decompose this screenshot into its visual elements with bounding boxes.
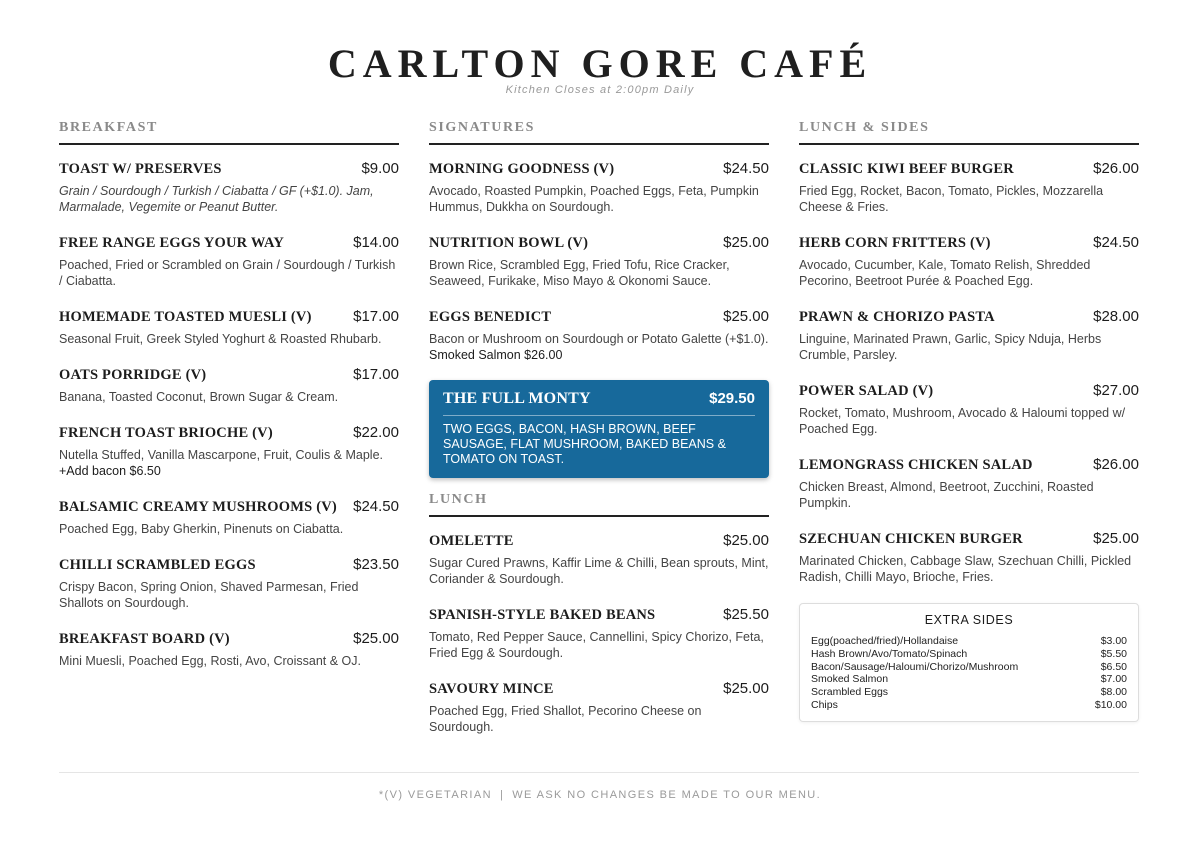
menu-item <box>799 308 1139 363</box>
item-name: SPANISH-STYLE BAKED BEANS <box>429 607 656 623</box>
side-price: $3.00 <box>1100 635 1127 647</box>
item-price: $25.00 <box>1093 530 1139 547</box>
menu-item <box>429 532 769 587</box>
item-description: Poached Egg, Baby Gherkin, Pinenuts on Ciabatta. <box>59 522 344 536</box>
item-name: BALSAMIC CREAMY MUSHROOMS (V) <box>59 499 337 515</box>
menu-item <box>59 424 399 479</box>
item-price: $25.00 <box>723 234 769 251</box>
menu-item <box>59 160 399 215</box>
extra-sides-title: EXTRA SIDES <box>924 613 1014 627</box>
side-price: $7.00 <box>1100 673 1127 686</box>
item-name: NUTRITION BOWL (V) <box>429 235 589 251</box>
menu-item <box>429 680 769 735</box>
item-price: $25.50 <box>723 606 769 623</box>
item-description: Marinated Chicken, Cabbage Slaw, Szechuan Chilli, Pickled Radish, Chilli Mayo, Brioche, Fries. <box>799 554 1132 584</box>
item-price: $25.00 <box>723 532 769 549</box>
cafe-title: CARLTON GORE CAFÉ <box>327 41 873 86</box>
item-description: Crispy Bacon, Spring Onion, Shaved Parmesan, Fried Shallots on Sourdough. <box>59 580 359 610</box>
item-description: Fried Egg, Rocket, Bacon, Tomato, Pickles, Mozzarella Cheese & Fries. <box>799 184 1104 214</box>
item-description: Poached, Fried or Scrambled on Grain / Sourdough / Turkish / Ciabatta. <box>59 258 396 288</box>
item-name: CLASSIC KIWI BEEF BURGER <box>799 161 1014 177</box>
no-changes-note: WE ASK NO CHANGES BE MADE TO OUR MENU. <box>512 789 822 801</box>
item-name: MORNING GOODNESS (V) <box>429 161 615 177</box>
side-price: $8.00 <box>1100 686 1127 699</box>
item-name: EGGS BENEDICT <box>429 309 552 325</box>
menu-item <box>799 382 1139 437</box>
item-name: OMELETTE <box>429 533 514 549</box>
side-name: Smoked Salmon <box>811 673 889 686</box>
item-name: SAVOURY MINCE <box>429 681 554 697</box>
item-description <box>59 447 399 479</box>
signatures-heading: SIGNATURES <box>429 120 769 145</box>
item-description: Avocado, Roasted Pumpkin, Poached Eggs, Feta, Pumpkin Hummus, Dukkha on Sourdough. <box>429 184 759 214</box>
item-description: Grain / Sourdough / Turkish / Ciabatta / GF (+$1.0). Jam, Marmalade, Vegemite or Peanut Butter. <box>59 184 374 214</box>
menu-item <box>429 160 769 215</box>
item-price: $17.00 <box>353 366 399 383</box>
menu-item <box>429 308 769 363</box>
side-row <box>811 648 1127 661</box>
item-description: Tomato, Red Pepper Sauce, Cannellini, Spicy Chorizo, Feta, Fried Egg & Sourdough. <box>429 630 764 660</box>
featured-item-description: TWO EGGS, BACON, HASH BROWN, BEEF SAUSAGE, FLAT MUSHROOM, BAKED BEANS & TOMATO ON TOAST. <box>443 422 726 466</box>
item-price: $25.00 <box>353 630 399 647</box>
side-row <box>811 673 1127 686</box>
item-price: $28.00 <box>1093 308 1139 325</box>
item-price: $17.00 <box>353 308 399 325</box>
side-row <box>811 686 1127 699</box>
item-description <box>429 331 769 363</box>
menu-item <box>59 234 399 289</box>
item-name: PRAWN & CHORIZO PASTA <box>799 309 995 325</box>
item-price: $23.50 <box>353 556 399 573</box>
add-on-note: +Add bacon $6.50 <box>59 464 161 478</box>
item-price: $26.00 <box>1093 160 1139 177</box>
side-row <box>811 661 1127 674</box>
side-name: Scrambled Eggs <box>811 686 889 699</box>
item-description: Banana, Toasted Coconut, Brown Sugar & Cream. <box>59 390 339 404</box>
vegetarian-note: *(V) VEGETARIAN <box>378 789 492 801</box>
item-name: FRENCH TOAST BRIOCHE (V) <box>59 425 273 441</box>
menu-item <box>59 308 399 347</box>
item-description: Poached Egg, Fried Shallot, Pecorino Cheese on Sourdough. <box>429 704 702 734</box>
item-description: Brown Rice, Scrambled Egg, Fried Tofu, Rice Cracker, Seaweed, Furikake, Miso Mayo & Okonomi Sauce. <box>429 258 730 288</box>
side-row <box>811 635 1127 648</box>
item-price: $24.50 <box>723 160 769 177</box>
menu-item <box>59 630 399 669</box>
footer-divider <box>59 772 1139 773</box>
item-name: HOMEMADE TOASTED MUESLI (V) <box>59 309 312 325</box>
item-description: Chicken Breast, Almond, Beetroot, Zucchini, Roasted Pumpkin. <box>799 480 1094 510</box>
item-description: Linguine, Marinated Prawn, Garlic, Spicy Nduja, Herbs Crumble, Parsley. <box>799 332 1102 362</box>
item-price: $25.00 <box>723 308 769 325</box>
footer-separator: | <box>499 789 505 801</box>
item-price: $25.00 <box>723 680 769 697</box>
featured-item-price: $29.50 <box>709 390 755 407</box>
item-description-text: Bacon or Mushroom on Sourdough or Potato Galette (+$1.0). <box>429 332 769 346</box>
item-name: BREAKFAST BOARD (V) <box>59 631 230 647</box>
item-description: Mini Muesli, Poached Egg, Rosti, Avo, Croissant & OJ. <box>59 654 361 668</box>
footer-note <box>0 789 1200 801</box>
item-description: Rocket, Tomato, Mushroom, Avocado & Haloumi topped w/ Poached Egg. <box>799 406 1126 436</box>
side-name: Chips <box>811 698 838 711</box>
side-price: $5.50 <box>1100 647 1127 660</box>
kitchen-hours: Kitchen Closes at 2:00pm Daily <box>505 84 695 96</box>
add-on-note: Smoked Salmon $26.00 <box>429 348 563 362</box>
menu-item <box>799 234 1139 289</box>
item-name: TOAST W/ PRESERVES <box>59 161 222 177</box>
item-name: CHILLI SCRAMBLED EGGS <box>59 557 256 573</box>
signatures-column <box>429 120 769 754</box>
item-description-text: Nutella Stuffed, Vanilla Mascarpone, Fruit, Coulis & Maple. <box>59 448 383 462</box>
menu-item <box>59 556 399 611</box>
side-price: $6.50 <box>1100 660 1127 673</box>
item-price: $9.00 <box>361 160 399 177</box>
item-price: $24.50 <box>353 498 399 515</box>
extra-sides-box <box>799 603 1139 722</box>
featured-item-name: THE FULL MONTY <box>443 390 591 407</box>
side-name: Bacon/Sausage/Haloumi/Chorizo/Mushroom <box>811 660 1019 673</box>
menu-item <box>799 160 1139 215</box>
item-name: LEMONGRASS CHICKEN SALAD <box>799 457 1033 473</box>
featured-divider <box>443 415 755 416</box>
item-name: OATS PORRIDGE (V) <box>59 367 207 383</box>
lunch-heading: LUNCH <box>429 492 769 517</box>
menu-item <box>799 456 1139 511</box>
side-price: $10.00 <box>1094 698 1127 711</box>
menu-item <box>59 498 399 537</box>
menu-item <box>59 366 399 405</box>
item-name: FREE RANGE EGGS YOUR WAY <box>59 235 285 251</box>
breakfast-heading: BREAKFAST <box>59 120 399 145</box>
item-description: Sugar Cured Prawns, Kaffir Lime & Chilli, Bean sprouts, Mint, Coriander & Sourdough. <box>429 556 769 586</box>
item-name: POWER SALAD (V) <box>799 383 934 399</box>
item-name: SZECHUAN CHICKEN BURGER <box>799 531 1023 547</box>
breakfast-column <box>59 120 399 688</box>
side-row <box>811 699 1127 712</box>
side-name: Egg(poached/fried)/Hollandaise <box>811 635 959 647</box>
item-price: $27.00 <box>1093 382 1139 399</box>
featured-item-box <box>429 380 769 478</box>
side-name: Hash Brown/Avo/Tomato/Spinach <box>811 647 968 660</box>
item-price: $14.00 <box>353 234 399 251</box>
menu-item <box>429 606 769 661</box>
lunch-sides-column <box>799 120 1139 722</box>
item-price: $26.00 <box>1093 456 1139 473</box>
item-price: $24.50 <box>1093 234 1139 251</box>
menu-item <box>799 530 1139 585</box>
menu-item <box>429 234 769 289</box>
item-description: Avocado, Cucumber, Kale, Tomato Relish, Shredded Pecorino, Beetroot Purée & Poached Egg. <box>799 258 1091 288</box>
item-description: Seasonal Fruit, Greek Styled Yoghurt & Roasted Rhubarb. <box>59 332 382 346</box>
item-price: $22.00 <box>353 424 399 441</box>
lunch-sides-heading: LUNCH & SIDES <box>799 120 1139 145</box>
item-name: HERB CORN FRITTERS (V) <box>799 235 991 251</box>
